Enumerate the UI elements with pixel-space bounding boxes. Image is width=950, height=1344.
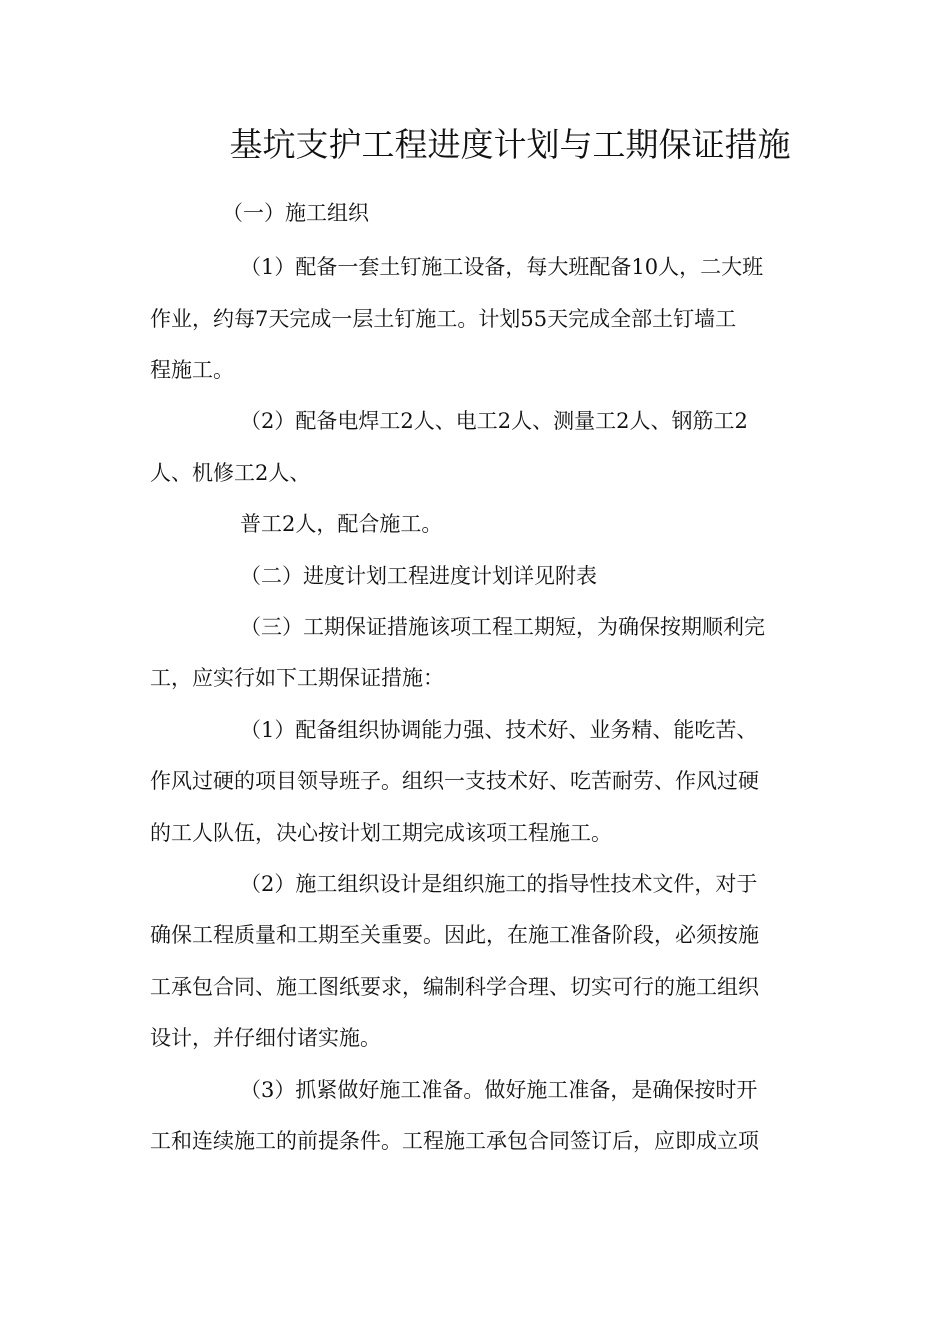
paragraph-line: 确保工程质量和工期至关重要。因此，在施工准备阶段，必须按施: [150, 923, 759, 947]
paragraph-line: （1）配备组织协调能力强、技术好、业务精、能吃苦、: [240, 718, 758, 742]
paragraph-line: （2）施工组织设计是组织施工的指导性技术文件，对于: [240, 872, 758, 896]
paragraph-line: 工承包合同、施工图纸要求，编制科学合理、切实可行的施工组织: [150, 975, 759, 999]
section-heading-schedule: （二）进度计划工程进度计划详见附表: [240, 564, 597, 588]
paragraph-line: （3）抓紧做好施工准备。做好施工准备，是确保按时开: [240, 1078, 758, 1102]
paragraph-line: 的工人队伍，决心按计划工期完成该项工程施工。: [150, 821, 612, 845]
paragraph-line: 人、机修工2人、: [150, 461, 311, 485]
paragraph-line: 作风过硬的项目领导班子。组织一支技术好、吃苦耐劳、作风过硬: [150, 769, 759, 793]
paragraph-line: 设计，并仔细付诸实施。: [150, 1026, 381, 1050]
paragraph-line: 工，应实行如下工期保证措施：: [150, 666, 444, 690]
paragraph-line: （2）配备电焊工2人、电工2人、测量工2人、钢筋工2: [240, 409, 748, 433]
paragraph-line: 工和连续施工的前提条件。工程施工承包合同签订后，应即成立项: [150, 1129, 759, 1153]
paragraph-line: 程施工。: [150, 358, 234, 382]
paragraph-line: 普工2人，配合施工。: [240, 512, 443, 536]
document-title: 基坑支护工程进度计划与工期保证措施: [229, 125, 791, 164]
paragraph-line: 作业，约每7天完成一层土钉施工。计划55天完成全部土钉墙工: [150, 307, 737, 331]
section-heading-guarantee: （三）工期保证措施该项工程工期短，为确保按期顺利完: [240, 615, 765, 639]
section-heading-organization: （一）施工组织: [222, 201, 369, 225]
paragraph-line: （1）配备一套土钉施工设备，每大班配备10人，二大班: [240, 255, 764, 279]
